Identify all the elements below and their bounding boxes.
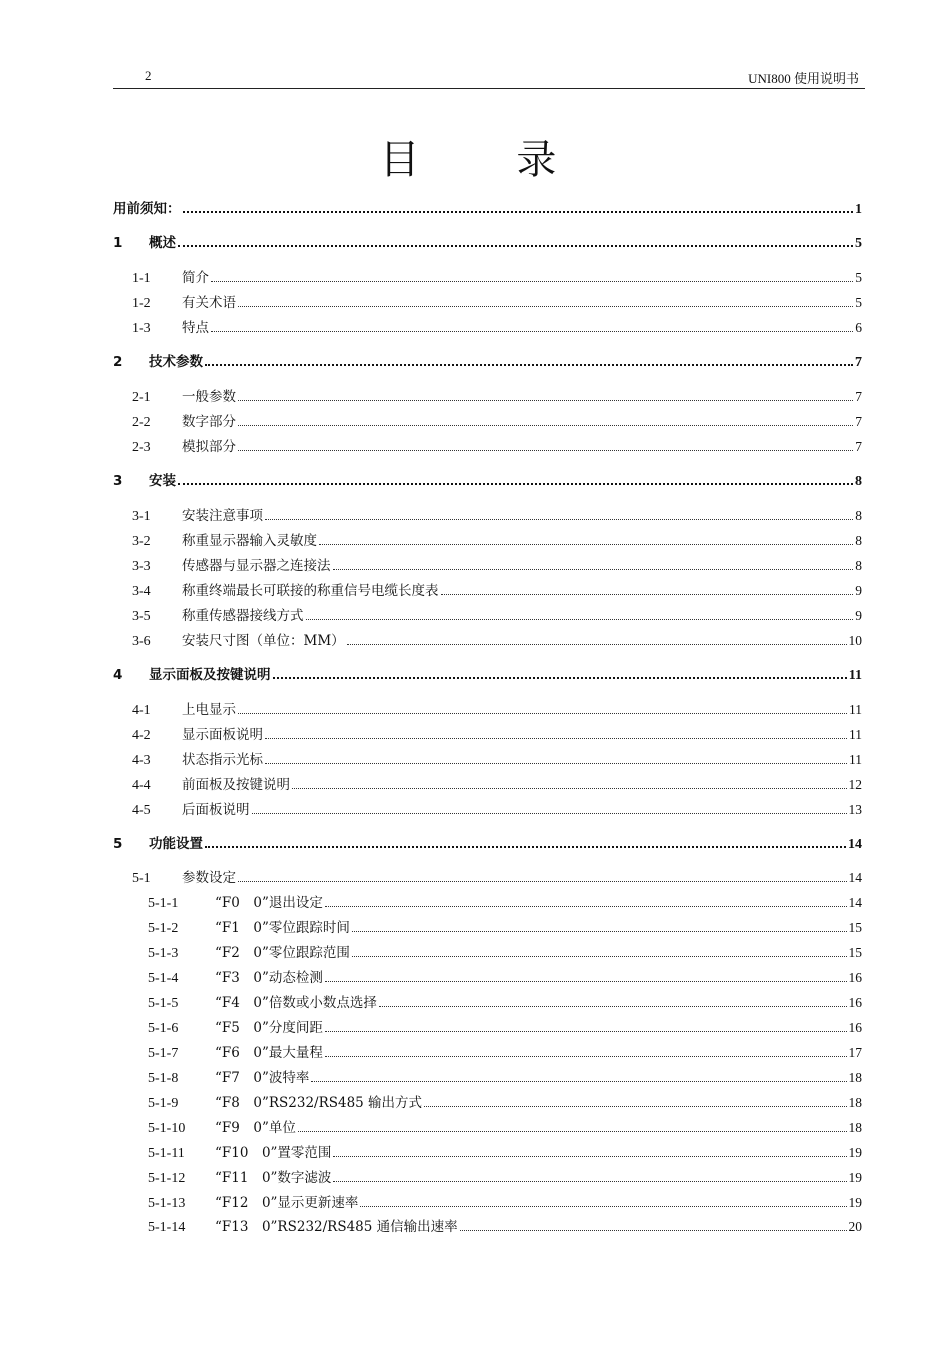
toc-entry-number: 5-1-2 bbox=[148, 921, 179, 936]
toc-entry-label: “F10 0”置零范围 bbox=[215, 1145, 332, 1161]
toc-entry-label: 称重显示器输入灵敏度 bbox=[182, 533, 317, 549]
toc-dot-leader bbox=[205, 363, 853, 366]
toc-entry-number: 4-4 bbox=[132, 778, 151, 793]
toc-title: 目 录 bbox=[379, 137, 599, 183]
toc-entry-page: 7 bbox=[855, 414, 862, 429]
toc-entry[interactable] bbox=[132, 436, 862, 458]
toc-entry-label: 安装注意事项 bbox=[182, 508, 263, 524]
toc-dot-leader bbox=[265, 762, 847, 764]
toc-entry-label: 前面板及按键说明 bbox=[182, 777, 290, 793]
toc-dot-leader bbox=[298, 1130, 847, 1132]
toc-dot-leader bbox=[238, 449, 853, 451]
toc-entry-page: 8 bbox=[855, 558, 862, 573]
toc-dot-leader bbox=[205, 845, 846, 848]
toc-entry[interactable] bbox=[148, 1092, 862, 1114]
toc-entry-number: 5-1 bbox=[132, 871, 151, 886]
toc-entry-page: 5 bbox=[855, 270, 862, 285]
toc-entry-label: 安装 bbox=[149, 473, 176, 489]
toc-dot-leader bbox=[424, 1105, 846, 1107]
toc-entry[interactable] bbox=[148, 1067, 862, 1089]
toc-entry-number: 4-2 bbox=[132, 728, 151, 743]
toc-entry[interactable] bbox=[148, 1167, 862, 1189]
toc-entry-label: 模拟部分 bbox=[182, 439, 236, 455]
toc-entry[interactable] bbox=[148, 967, 862, 989]
toc-entry-number: 5-1-8 bbox=[148, 1071, 179, 1086]
toc-dot-leader bbox=[238, 712, 847, 714]
toc-entry-number: 4-1 bbox=[132, 703, 151, 718]
toc-entry-page: 16 bbox=[848, 1020, 862, 1035]
toc-entry-number: 5-1-10 bbox=[148, 1121, 186, 1136]
toc-entry-label: 称重传感器接线方式 bbox=[182, 608, 304, 624]
toc-entry-label: 特点 bbox=[182, 320, 209, 336]
toc-dot-leader bbox=[178, 482, 853, 485]
toc-dot-leader bbox=[211, 280, 853, 282]
toc-entry-page: 11 bbox=[848, 668, 862, 683]
toc-entry-number: 4-5 bbox=[132, 803, 151, 818]
toc-dot-leader bbox=[460, 1229, 847, 1231]
toc-dot-leader bbox=[178, 244, 853, 247]
toc-dot-leader bbox=[252, 812, 847, 814]
toc-dot-leader bbox=[352, 930, 847, 932]
toc-entry-page: 17 bbox=[848, 1045, 862, 1060]
toc-dot-leader bbox=[333, 568, 854, 570]
toc-entry[interactable] bbox=[132, 530, 862, 552]
toc-entry-page: 10 bbox=[848, 633, 862, 648]
toc-dot-leader bbox=[238, 305, 853, 307]
toc-entry-label: 称重终端最长可联接的称重信号电缆长度表 bbox=[182, 583, 439, 599]
toc-entry[interactable] bbox=[132, 555, 862, 577]
toc-dot-leader bbox=[273, 676, 847, 679]
toc-entry-page: 9 bbox=[855, 608, 862, 623]
toc-dot-leader bbox=[333, 1155, 846, 1157]
toc-entry-label: “F2 0”零位跟踪范围 bbox=[215, 945, 350, 961]
header-page-number: 2 bbox=[145, 68, 152, 83]
toc-dot-leader bbox=[238, 424, 853, 426]
toc-dot-leader bbox=[306, 618, 854, 620]
toc-entry[interactable] bbox=[132, 267, 862, 289]
toc-entry-number: 5-1-14 bbox=[148, 1220, 186, 1235]
toc-entry[interactable] bbox=[132, 630, 862, 652]
toc-dot-leader bbox=[265, 518, 853, 520]
toc-entry-number: 2-2 bbox=[132, 415, 151, 430]
toc-entry[interactable] bbox=[132, 386, 862, 408]
toc-entry-number: 4 bbox=[113, 667, 123, 683]
toc-entry-page: 13 bbox=[848, 802, 862, 817]
toc-dot-leader bbox=[265, 737, 847, 739]
toc-entry[interactable] bbox=[132, 749, 862, 771]
toc-entry-page: 11 bbox=[849, 702, 862, 717]
toc-entry[interactable] bbox=[132, 411, 862, 433]
toc-entry-number: 3-5 bbox=[132, 609, 151, 624]
toc-entry-page: 14 bbox=[848, 870, 862, 885]
toc-entry-label: “F9 0”单位 bbox=[215, 1120, 296, 1136]
toc-entry-label: “F8 0”RS232/RS485 输出方式 bbox=[215, 1095, 423, 1111]
toc-entry-label: 状态指示光标 bbox=[182, 752, 263, 768]
toc-entry-label: 显示面板说明 bbox=[182, 727, 263, 743]
toc-entry[interactable] bbox=[148, 1216, 862, 1238]
toc-entry-number: 3-1 bbox=[132, 509, 151, 524]
toc-entry-label: 后面板说明 bbox=[182, 802, 250, 818]
toc-entry[interactable] bbox=[132, 699, 862, 721]
toc-dot-leader bbox=[333, 1180, 846, 1182]
toc-entry-label: 一般参数 bbox=[182, 389, 236, 405]
toc-dot-leader bbox=[325, 905, 847, 907]
toc-entry-number: 3-2 bbox=[132, 534, 151, 549]
toc-entry-page: 15 bbox=[848, 920, 862, 935]
toc-entry-page: 5 bbox=[855, 236, 862, 251]
toc-entry[interactable] bbox=[113, 198, 862, 220]
toc-dot-leader bbox=[352, 955, 847, 957]
toc-entry-page: 6 bbox=[855, 320, 862, 335]
toc-dot-leader bbox=[379, 1005, 847, 1007]
toc-entry[interactable] bbox=[132, 799, 862, 821]
toc-entry-page: 5 bbox=[855, 295, 862, 310]
toc-entry-page: 8 bbox=[855, 533, 862, 548]
toc-entry-page: 7 bbox=[855, 389, 862, 404]
toc-entry-number: 2-1 bbox=[132, 390, 151, 405]
toc-entry-label: “F3 0”动态检测 bbox=[215, 970, 323, 986]
toc-dot-leader bbox=[347, 643, 847, 645]
header-doc-title: UNI800 使用说明书 bbox=[748, 71, 859, 86]
toc-dot-leader bbox=[238, 399, 853, 401]
toc-entry[interactable] bbox=[113, 833, 862, 855]
toc-entry-number: 1-1 bbox=[132, 271, 151, 286]
toc-entry-number: 5-1-13 bbox=[148, 1196, 186, 1211]
toc-entry[interactable] bbox=[132, 605, 862, 627]
toc-entry-page: 7 bbox=[855, 439, 862, 454]
toc-entry-number: 3-3 bbox=[132, 559, 151, 574]
toc-entry-number: 1-3 bbox=[132, 321, 151, 336]
toc-entry-page: 18 bbox=[848, 1070, 862, 1085]
toc-entry-page: 12 bbox=[848, 777, 862, 792]
toc-entry[interactable] bbox=[148, 942, 862, 964]
toc-entry-label: “F6 0”最大量程 bbox=[215, 1045, 323, 1061]
toc-dot-leader bbox=[441, 593, 854, 595]
toc-entry-label: “F12 0”显示更新速率 bbox=[215, 1195, 359, 1211]
toc-entry-label: “F5 0”分度间距 bbox=[215, 1020, 323, 1036]
toc-entry-number: 5-1-5 bbox=[148, 996, 179, 1011]
toc-entry-number: 3-4 bbox=[132, 584, 151, 599]
toc-entry-label: “F13 0”RS232/RS485 通信输出速率 bbox=[215, 1219, 458, 1235]
toc-entry[interactable] bbox=[148, 1042, 862, 1064]
toc-entry-page: 14 bbox=[848, 837, 862, 852]
toc-entry[interactable] bbox=[148, 1117, 862, 1139]
toc-dot-leader bbox=[292, 787, 847, 789]
toc-entry-number: 1 bbox=[113, 235, 123, 251]
toc-entry-number: 5-1-3 bbox=[148, 946, 179, 961]
toc-entry[interactable] bbox=[132, 580, 862, 602]
toc-dot-leader bbox=[325, 1055, 847, 1057]
toc-entry-number: 5 bbox=[113, 836, 123, 852]
toc-dot-leader bbox=[360, 1205, 846, 1207]
toc-entry-number: 5-1-4 bbox=[148, 971, 179, 986]
toc-entry-number: 1-2 bbox=[132, 296, 151, 311]
toc-entry-page: 8 bbox=[855, 474, 862, 489]
toc-dot-leader bbox=[183, 210, 854, 213]
toc-dot-leader bbox=[319, 543, 853, 545]
toc-entry-number: 2-3 bbox=[132, 440, 151, 455]
toc-entry-page: 19 bbox=[848, 1145, 862, 1160]
toc-entry-page: 18 bbox=[848, 1095, 862, 1110]
toc-entry[interactable] bbox=[132, 724, 862, 746]
toc-entry-number: 5-1-6 bbox=[148, 1021, 179, 1036]
toc-dot-leader bbox=[238, 880, 847, 882]
toc-entry-page: 11 bbox=[849, 752, 862, 767]
toc-dot-leader bbox=[325, 980, 847, 982]
toc-entry-page: 16 bbox=[848, 970, 862, 985]
toc-entry[interactable] bbox=[132, 505, 862, 527]
toc-entry-label: “F4 0”倍数或小数点选择 bbox=[215, 995, 377, 1011]
toc-entry-page: 19 bbox=[848, 1170, 862, 1185]
toc-entry[interactable] bbox=[148, 1017, 862, 1039]
toc-entry[interactable] bbox=[113, 664, 862, 686]
toc-entry[interactable] bbox=[148, 917, 862, 939]
toc-entry-label: 上电显示 bbox=[182, 702, 236, 718]
toc-entry-page: 18 bbox=[848, 1120, 862, 1135]
toc-entry-number: 5-1-1 bbox=[148, 896, 179, 911]
toc-dot-leader bbox=[325, 1030, 847, 1032]
toc-entry[interactable] bbox=[132, 867, 862, 889]
toc-entry-number: 5-1-9 bbox=[148, 1096, 179, 1111]
toc-entry-label: 参数设定 bbox=[182, 870, 236, 886]
toc-dot-leader bbox=[211, 330, 853, 332]
toc-entry[interactable] bbox=[132, 292, 862, 314]
toc-entry-page: 7 bbox=[855, 355, 862, 370]
toc-entry-page: 15 bbox=[848, 945, 862, 960]
toc-entry[interactable] bbox=[148, 1142, 862, 1164]
toc-entry-number: 3-6 bbox=[132, 634, 151, 649]
toc-entry-number: 4-3 bbox=[132, 753, 151, 768]
toc-entry-label: 传感器与显示器之连接法 bbox=[182, 558, 331, 574]
toc-entry-label: “F11 0”数字滤波 bbox=[215, 1170, 332, 1186]
toc-entry[interactable] bbox=[132, 774, 862, 796]
toc-entry-page: 14 bbox=[848, 895, 862, 910]
toc-entry[interactable] bbox=[113, 351, 862, 373]
toc-dot-leader bbox=[311, 1080, 846, 1082]
toc-entry[interactable] bbox=[148, 1192, 862, 1214]
toc-entry-number: 3 bbox=[113, 473, 123, 489]
toc-entry-label: “F0 0”退出设定 bbox=[215, 895, 323, 911]
toc-entry[interactable] bbox=[113, 232, 862, 254]
toc-entry[interactable] bbox=[148, 892, 862, 914]
toc-entry[interactable] bbox=[132, 317, 862, 339]
toc-entry-number: 5-1-12 bbox=[148, 1171, 186, 1186]
toc-entry-page: 16 bbox=[848, 995, 862, 1010]
toc-entry-label: 功能设置 bbox=[149, 836, 203, 852]
toc-entry-page: 8 bbox=[855, 508, 862, 523]
toc-entry-number: 5-1-11 bbox=[148, 1146, 185, 1161]
toc-entry-label: 用前须知： bbox=[113, 201, 181, 217]
toc-entry-number: 2 bbox=[113, 354, 123, 370]
toc-entry-number: 5-1-7 bbox=[148, 1046, 179, 1061]
toc-entry-label: 简介 bbox=[182, 270, 209, 286]
toc-entry[interactable] bbox=[148, 992, 862, 1014]
toc-entry-label: “F1 0”零位跟踪时间 bbox=[215, 920, 350, 936]
toc-entry-label: “F7 0”波特率 bbox=[215, 1070, 310, 1086]
toc-entry-label: 有关术语 bbox=[182, 295, 236, 311]
toc-entry[interactable] bbox=[113, 470, 862, 492]
toc-entry-page: 11 bbox=[849, 727, 862, 742]
toc-entry-page: 20 bbox=[848, 1219, 862, 1234]
toc-entry-page: 19 bbox=[848, 1195, 862, 1210]
toc-entry-page: 9 bbox=[855, 583, 862, 598]
toc-entry-label: 显示面板及按键说明 bbox=[149, 667, 271, 683]
toc-entry-page: 1 bbox=[855, 202, 862, 217]
toc-entry-label: 概述 bbox=[149, 235, 176, 251]
toc-entry-label: 技术参数 bbox=[149, 354, 203, 370]
toc-entry-label: 数字部分 bbox=[182, 414, 236, 430]
toc-entry-label: 安装尺寸图（单位：MM） bbox=[182, 633, 345, 649]
